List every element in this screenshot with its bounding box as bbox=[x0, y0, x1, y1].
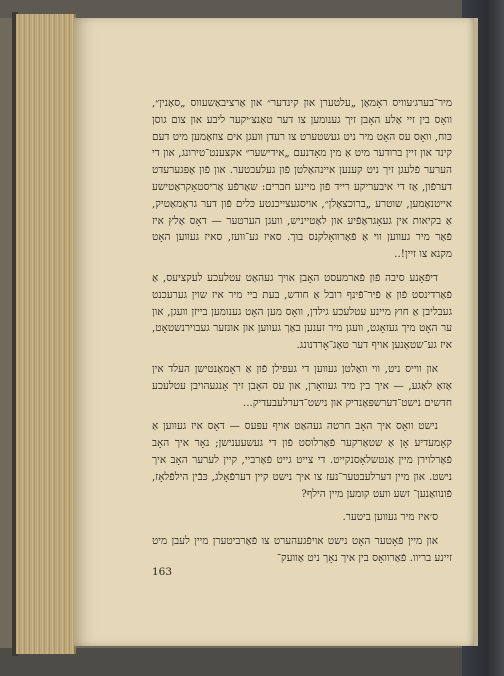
page-edges bbox=[16, 14, 76, 654]
paragraph: און מיין פֿאָטער האָט נישט אויפֿגעהערט צו פֿאַרביטערן מיין לעבן מיט זיינע בריוו. פֿאַרוואָס בין איך נאָך ניט אַוועק־ bbox=[152, 535, 452, 564]
page-text bbox=[152, 95, 452, 574]
paragraph: און ווייס ניט, ווי וואַלטן געווען די געפילן פֿון אַ ראָמאַנטישן העלד אין אַזאַ לאַגע, — איך בין מיד געוואָרן, און עס האָבן זיך אָנגעהויבן עטלעכע חדשים נישט־דערשפּאַנדיק און נישט־דערלעבעדיק... bbox=[152, 362, 452, 409]
page-number: 163 bbox=[152, 566, 173, 578]
paragraph: דיפֿאָנע סיבה פֿון פֿארמעסט האָבן אויך געהאַט עטלעכע לעקציעס, אַ פֿאַרדינסט פֿון אַ פֿיר־פֿינף רובל אַ חודש, בעת ביי מיר איז שוין גערעכנט געבליבן אַ חוץ מיינע עטלעכע גילדן, וואָס מען האָט גענומען בייזן וועגן, און ער האָט מיך געזאָגט, וועגן מיר זענען באַך געווען און אונזער געבוירנשטאָט, איז גע־שטאַנען אויף דער טאַג־אָרדנונג. bbox=[152, 271, 452, 352]
paragraph: נישט וואָס איך האָב חרטה געהאַט אויף עפּעס — דאָס איז געווען אַ קאָמעדיע אָן אַ שטאַרקער פֿאַרלוסט פֿון די געשעענישן; נאָר איך האָב פֿאַרלוירן מיין אַנטשלאָסנקייט. די צייט גייט פֿאַרביי, קיין לערער האָב איך נישט. און מיין דערלעבטער־נעז צו איך נישט קיין דערפֿאָלג, כּבֿין הילפֿלאָז, פֿונוואַנען־ זשע וועט קומען מיין הילף? bbox=[152, 420, 452, 500]
paragraph: ס׳איז מיר געווען ביטער. bbox=[342, 511, 438, 524]
page-right-edge bbox=[474, 18, 478, 646]
paragraph: מיר־בערג׳עוויס ראָמאַן „עלטערן און קינדער״ און אַרציבאַשעווס „סאַנין״, וואָס בין זיי אַלע האָבן זיך גענומען צו דער טאַנצ׳יקער ליבע און צום גוסן כּוח, וואָס עס האָט מיר ניט געשטערט צו רעדן וועגן אים צוזאַמען מיט דעם קינד און זיין ברודער מיט אַ מין מאָדנעם „אידישער״ אקצענט־טירונג, און די הערער פֿלעגן זיך ניט קענען איינהאַלטן פֿון געלעכטער. און פֿון אָפּגערעדט דערפֿון, אַז די איבעריקע רייד פֿון מיינע חברים: שאַרפֿע אַריסטאָקראַטישע אייטנאַמען, שוטרע „ברוכצאַלן״, אויסגעצייכנטע כּלים פֿון דער גראַמאַטיק, אַ בקיאות אין געאָגראַפֿיע און לאַטייניש, וועגן הערטער — דאָס אַלץ איז פֿאַר מיר געווען ווי אַ פֿאַרוואָלקנס בוך. סאיז גע־וועז, סאיז געווען האָט מקנא צו זיין!.. bbox=[152, 97, 452, 261]
